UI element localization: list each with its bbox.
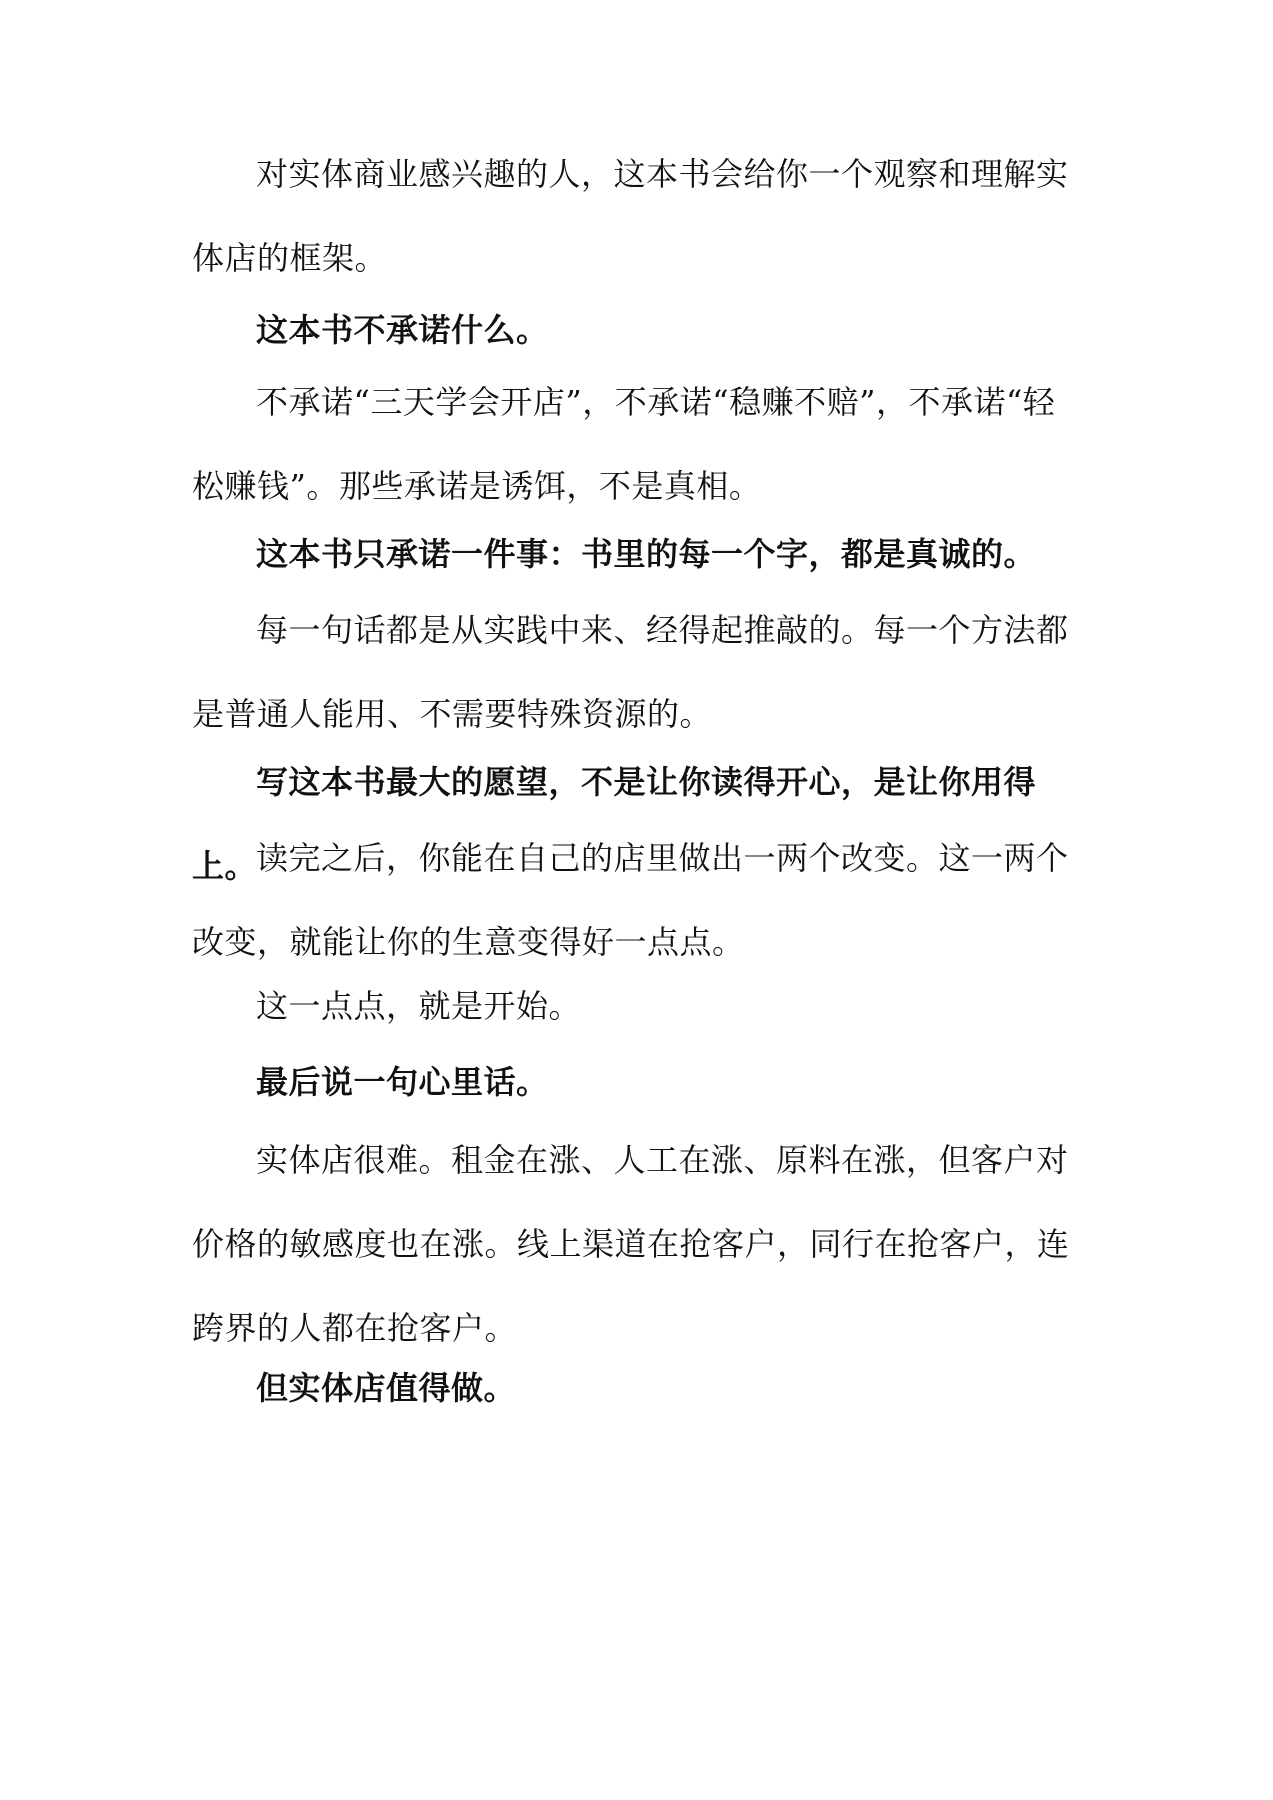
document-page	[192, 0, 1082, 1800]
heading-worth-doing: 但实体店值得做。	[256, 1369, 517, 1407]
paragraph-hardship: 实体店很难。租金在涨、人工在涨、原料在涨，但客户对价格的敏感度也在涨。线上渠道在抢客户，同行在抢客户，连跨界的人都在抢客户。	[192, 1141, 1070, 1347]
heading-no-promise: 这本书不承诺什么。	[256, 311, 549, 349]
paragraph-beginning: 这一点点，就是开始。	[256, 987, 582, 1025]
heading-wish: 写这本书最大的愿望，不是让你读得开心，是让你用得上。	[192, 763, 1037, 885]
paragraph-practice: 每一句话都是从实践中来、经得起推敲的。每一个方法都是普通人能用、不需要特殊资源的。	[192, 611, 1069, 733]
heading-one-promise: 这本书只承诺一件事：书里的每一个字，都是真诚的。	[256, 535, 1037, 573]
paragraph-no-promise: 不承诺“三天学会开店”，不承诺“稳赚不赔”，不承诺“轻松赚钱”。那些承诺是诱饵，不是真相。	[192, 383, 1056, 505]
paragraph-intro: 对实体商业感兴趣的人，这本书会给你一个观察和理解实体店的框架。	[192, 155, 1069, 277]
heading-final-words: 最后说一句心里话。	[256, 1063, 549, 1101]
paragraph-after-reading: 读完之后，你能在自己的店里做出一两个改变。这一两个改变，就能让你的生意变得好一点点。	[192, 839, 1069, 961]
